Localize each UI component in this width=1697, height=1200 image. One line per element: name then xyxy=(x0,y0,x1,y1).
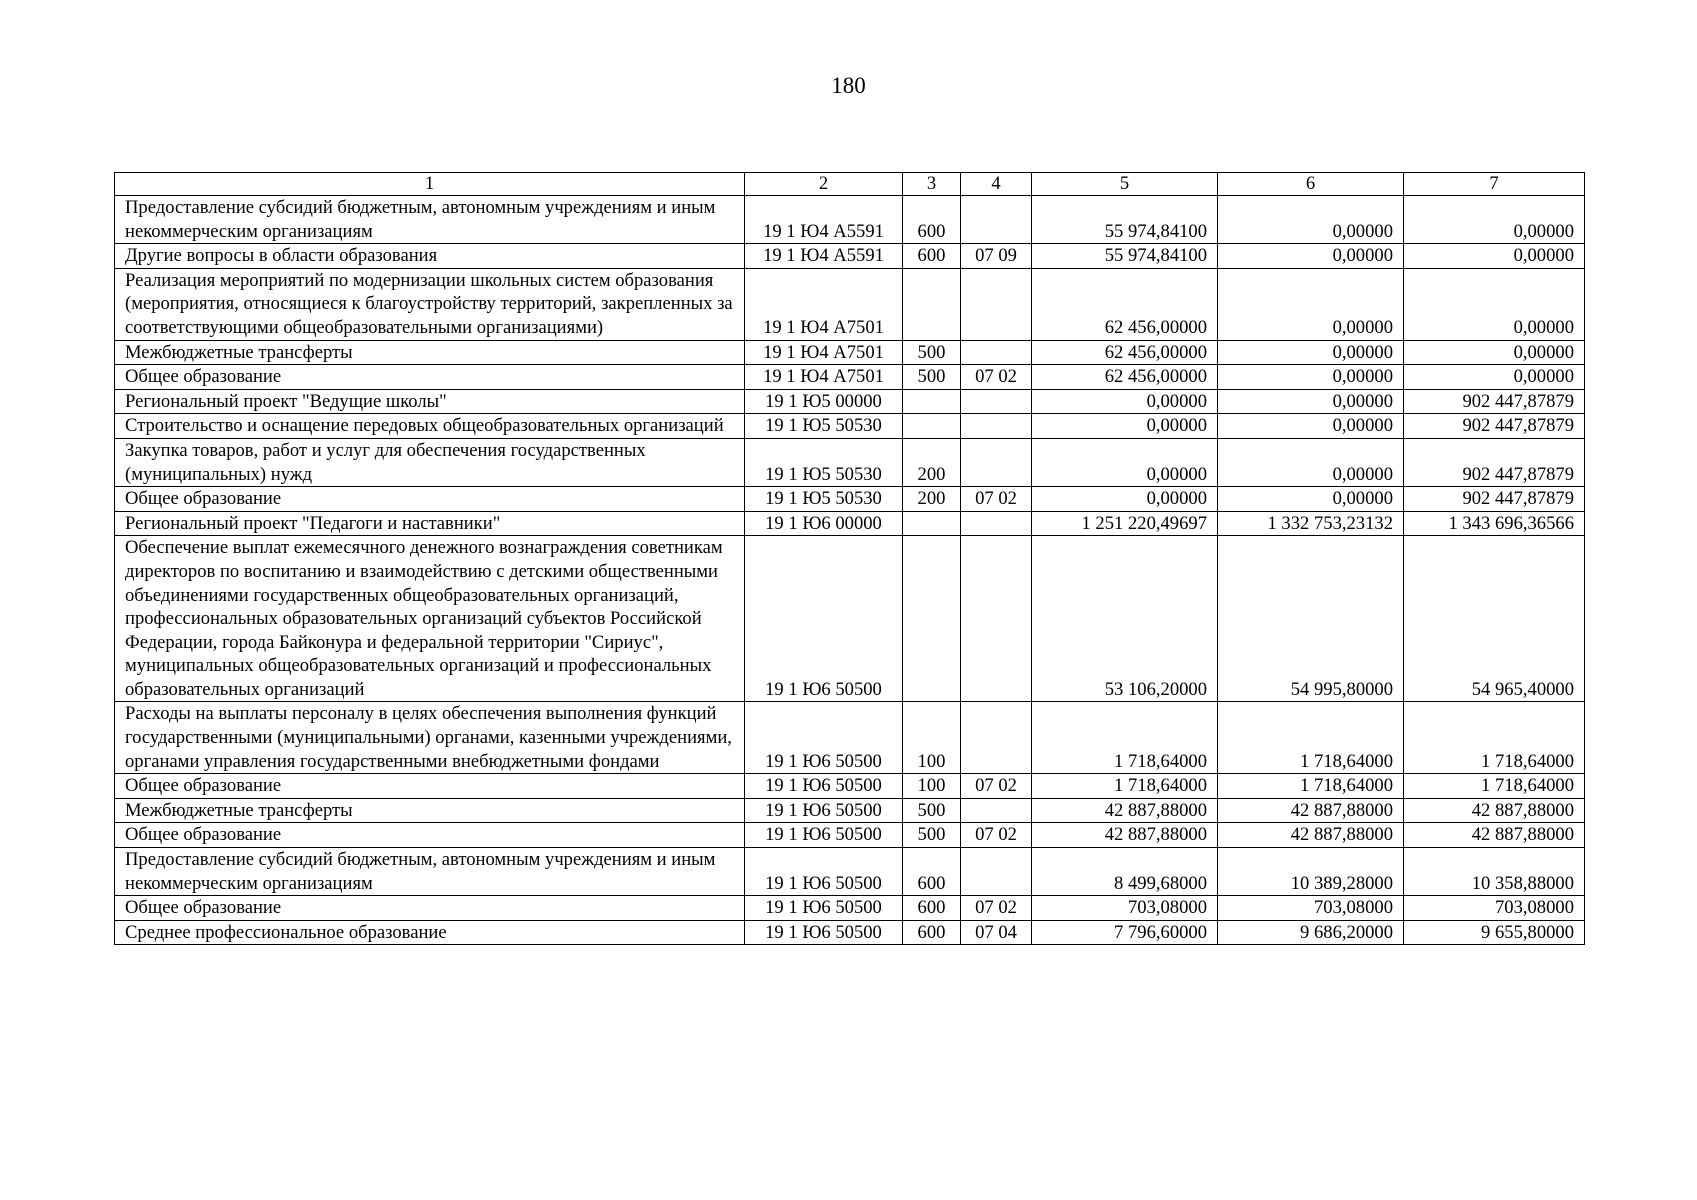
amount-col-5: 0,00000 xyxy=(1032,389,1218,414)
amount-col-7: 703,08000 xyxy=(1404,896,1585,921)
amount-col-7: 1 718,64000 xyxy=(1404,702,1585,774)
amount-col-6: 1 332 753,23132 xyxy=(1218,511,1404,536)
row-name: Региональный проект "Ведущие школы" xyxy=(115,389,745,414)
amount-col-7: 0,00000 xyxy=(1404,196,1585,244)
section-code xyxy=(961,511,1032,536)
amount-col-5: 1 718,64000 xyxy=(1032,702,1218,774)
expense-type: 600 xyxy=(903,196,961,244)
row-name: Общее образование xyxy=(115,365,745,390)
amount-col-5: 42 887,88000 xyxy=(1032,823,1218,848)
table-row xyxy=(115,774,1585,799)
expense-type: 200 xyxy=(903,487,961,512)
target-code: 19 1 Ю4 А7501 xyxy=(745,365,903,390)
section-code: 07 02 xyxy=(961,487,1032,512)
row-name: Другие вопросы в области образования xyxy=(115,244,745,269)
amount-col-6: 1 718,64000 xyxy=(1218,774,1404,799)
table-row xyxy=(115,268,1585,340)
row-name: Предоставление субсидий бюджетным, автономным учреждениям и иным некоммерческим организациям xyxy=(115,848,745,896)
expense-type xyxy=(903,389,961,414)
section-code xyxy=(961,702,1032,774)
target-code: 19 1 Ю5 50530 xyxy=(745,438,903,486)
table-row xyxy=(115,487,1585,512)
amount-col-6: 0,00000 xyxy=(1218,389,1404,414)
amount-col-6: 0,00000 xyxy=(1218,268,1404,340)
expense-type: 600 xyxy=(903,244,961,269)
amount-col-5: 7 796,60000 xyxy=(1032,920,1218,945)
table-row xyxy=(115,414,1585,439)
table-row xyxy=(115,389,1585,414)
table-row xyxy=(115,365,1585,390)
expense-type: 100 xyxy=(903,774,961,799)
section-code xyxy=(961,268,1032,340)
amount-col-7: 9 655,80000 xyxy=(1404,920,1585,945)
amount-col-6: 0,00000 xyxy=(1218,244,1404,269)
table-row xyxy=(115,848,1585,896)
amount-col-5: 1 251 220,49697 xyxy=(1032,511,1218,536)
expense-type xyxy=(903,511,961,536)
row-name: Среднее профессиональное образование xyxy=(115,920,745,945)
target-code: 19 1 Ю6 50500 xyxy=(745,920,903,945)
section-code xyxy=(961,798,1032,823)
table-row xyxy=(115,798,1585,823)
page-number: 180 xyxy=(831,73,866,98)
section-code xyxy=(961,196,1032,244)
target-code: 19 1 Ю6 50500 xyxy=(745,536,903,702)
amount-col-6: 0,00000 xyxy=(1218,438,1404,486)
section-code: 07 02 xyxy=(961,896,1032,921)
amount-col-5: 8 499,68000 xyxy=(1032,848,1218,896)
amount-col-7: 54 965,40000 xyxy=(1404,536,1585,702)
table-row xyxy=(115,920,1585,945)
target-code: 19 1 Ю4 А5591 xyxy=(745,244,903,269)
budget-table xyxy=(114,172,1585,945)
table-header-row xyxy=(115,173,1585,196)
header-col-3: 3 xyxy=(903,173,961,196)
target-code: 19 1 Ю4 А5591 xyxy=(745,196,903,244)
row-name: Закупка товаров, работ и услуг для обеспечения государственных (муниципальных) нужд xyxy=(115,438,745,486)
table-row xyxy=(115,511,1585,536)
amount-col-7: 902 447,87879 xyxy=(1404,414,1585,439)
amount-col-6: 9 686,20000 xyxy=(1218,920,1404,945)
amount-col-5: 53 106,20000 xyxy=(1032,536,1218,702)
amount-col-7: 0,00000 xyxy=(1404,244,1585,269)
expense-type: 500 xyxy=(903,798,961,823)
row-name: Предоставление субсидий бюджетным, автономным учреждениям и иным некоммерческим организациям xyxy=(115,196,745,244)
target-code: 19 1 Ю6 50500 xyxy=(745,848,903,896)
amount-col-5: 0,00000 xyxy=(1032,487,1218,512)
amount-col-6: 42 887,88000 xyxy=(1218,823,1404,848)
target-code: 19 1 Ю5 50530 xyxy=(745,414,903,439)
header-col-2: 2 xyxy=(745,173,903,196)
amount-col-5: 42 887,88000 xyxy=(1032,798,1218,823)
header-col-7: 7 xyxy=(1404,173,1585,196)
amount-col-6: 54 995,80000 xyxy=(1218,536,1404,702)
table-row xyxy=(115,536,1585,702)
expense-type xyxy=(903,268,961,340)
amount-col-7: 0,00000 xyxy=(1404,365,1585,390)
amount-col-7: 0,00000 xyxy=(1404,340,1585,365)
amount-col-7: 902 447,87879 xyxy=(1404,487,1585,512)
amount-col-6: 0,00000 xyxy=(1218,414,1404,439)
section-code: 07 09 xyxy=(961,244,1032,269)
header-col-1: 1 xyxy=(115,173,745,196)
target-code: 19 1 Ю4 А7501 xyxy=(745,340,903,365)
amount-col-6: 0,00000 xyxy=(1218,340,1404,365)
expense-type xyxy=(903,414,961,439)
amount-col-7: 902 447,87879 xyxy=(1404,389,1585,414)
expense-type: 600 xyxy=(903,896,961,921)
section-code xyxy=(961,389,1032,414)
row-name: Межбюджетные трансферты xyxy=(115,340,745,365)
target-code: 19 1 Ю5 50530 xyxy=(745,487,903,512)
expense-type: 500 xyxy=(903,340,961,365)
table-row xyxy=(115,438,1585,486)
target-code: 19 1 Ю6 50500 xyxy=(745,702,903,774)
table-row xyxy=(115,196,1585,244)
row-name: Общее образование xyxy=(115,823,745,848)
row-name: Региональный проект "Педагоги и наставники" xyxy=(115,511,745,536)
amount-col-5: 62 456,00000 xyxy=(1032,268,1218,340)
amount-col-6: 0,00000 xyxy=(1218,196,1404,244)
table-row xyxy=(115,702,1585,774)
amount-col-5: 62 456,00000 xyxy=(1032,340,1218,365)
target-code: 19 1 Ю4 А7501 xyxy=(745,268,903,340)
amount-col-7: 10 358,88000 xyxy=(1404,848,1585,896)
target-code: 19 1 Ю5 00000 xyxy=(745,389,903,414)
row-name: Межбюджетные трансферты xyxy=(115,798,745,823)
amount-col-5: 1 718,64000 xyxy=(1032,774,1218,799)
amount-col-6: 0,00000 xyxy=(1218,365,1404,390)
table-row xyxy=(115,244,1585,269)
target-code: 19 1 Ю6 00000 xyxy=(745,511,903,536)
section-code xyxy=(961,438,1032,486)
amount-col-5: 55 974,84100 xyxy=(1032,244,1218,269)
amount-col-6: 42 887,88000 xyxy=(1218,798,1404,823)
amount-col-5: 703,08000 xyxy=(1032,896,1218,921)
table-row xyxy=(115,340,1585,365)
row-name: Общее образование xyxy=(115,896,745,921)
section-code xyxy=(961,848,1032,896)
row-name: Общее образование xyxy=(115,487,745,512)
target-code: 19 1 Ю6 50500 xyxy=(745,823,903,848)
target-code: 19 1 Ю6 50500 xyxy=(745,774,903,799)
expense-type: 600 xyxy=(903,920,961,945)
section-code: 07 04 xyxy=(961,920,1032,945)
section-code: 07 02 xyxy=(961,823,1032,848)
amount-col-5: 62 456,00000 xyxy=(1032,365,1218,390)
amount-col-5: 0,00000 xyxy=(1032,438,1218,486)
expense-type: 500 xyxy=(903,365,961,390)
section-code xyxy=(961,414,1032,439)
amount-col-5: 0,00000 xyxy=(1032,414,1218,439)
amount-col-6: 0,00000 xyxy=(1218,487,1404,512)
amount-col-5: 55 974,84100 xyxy=(1032,196,1218,244)
header-col-6: 6 xyxy=(1218,173,1404,196)
row-name: Реализация мероприятий по модернизации школьных систем образования (мероприятия, относящиеся к благоустройству территорий, закрепленных за соответствующими общеобразовательными организациями) xyxy=(115,268,745,340)
amount-col-7: 42 887,88000 xyxy=(1404,798,1585,823)
expense-type: 500 xyxy=(903,823,961,848)
target-code: 19 1 Ю6 50500 xyxy=(745,798,903,823)
row-name: Расходы на выплаты персоналу в целях обеспечения выполнения функций государственными (муниципальными) органами, казенными учреждениями, органами управления государственными внебюджетными фондами xyxy=(115,702,745,774)
amount-col-6: 703,08000 xyxy=(1218,896,1404,921)
amount-col-6: 10 389,28000 xyxy=(1218,848,1404,896)
expense-type: 200 xyxy=(903,438,961,486)
row-name: Строительство и оснащение передовых общеобразовательных организаций xyxy=(115,414,745,439)
table-row xyxy=(115,896,1585,921)
section-code xyxy=(961,536,1032,702)
amount-col-7: 902 447,87879 xyxy=(1404,438,1585,486)
section-code: 07 02 xyxy=(961,774,1032,799)
expense-type: 600 xyxy=(903,848,961,896)
section-code xyxy=(961,340,1032,365)
row-name: Общее образование xyxy=(115,774,745,799)
header-col-5: 5 xyxy=(1032,173,1218,196)
target-code: 19 1 Ю6 50500 xyxy=(745,896,903,921)
expense-type xyxy=(903,536,961,702)
table-body xyxy=(115,196,1585,945)
section-code: 07 02 xyxy=(961,365,1032,390)
header-col-4: 4 xyxy=(961,173,1032,196)
amount-col-7: 0,00000 xyxy=(1404,268,1585,340)
amount-col-6: 1 718,64000 xyxy=(1218,702,1404,774)
amount-col-7: 42 887,88000 xyxy=(1404,823,1585,848)
amount-col-7: 1 718,64000 xyxy=(1404,774,1585,799)
expense-type: 100 xyxy=(903,702,961,774)
row-name: Обеспечение выплат ежемесячного денежного вознаграждения советникам директоров по воспитанию и взаимодействию с детскими общественными объединениями государственных общеобразовательных организаций, профессиональных образовательных организаций субъектов Российской Федерации, города Байконура и федеральной территории "Сириус", муниципальных общеобразовательных организаций и профессиональных образовательных организаций xyxy=(115,536,745,702)
table-row xyxy=(115,823,1585,848)
amount-col-7: 1 343 696,36566 xyxy=(1404,511,1585,536)
